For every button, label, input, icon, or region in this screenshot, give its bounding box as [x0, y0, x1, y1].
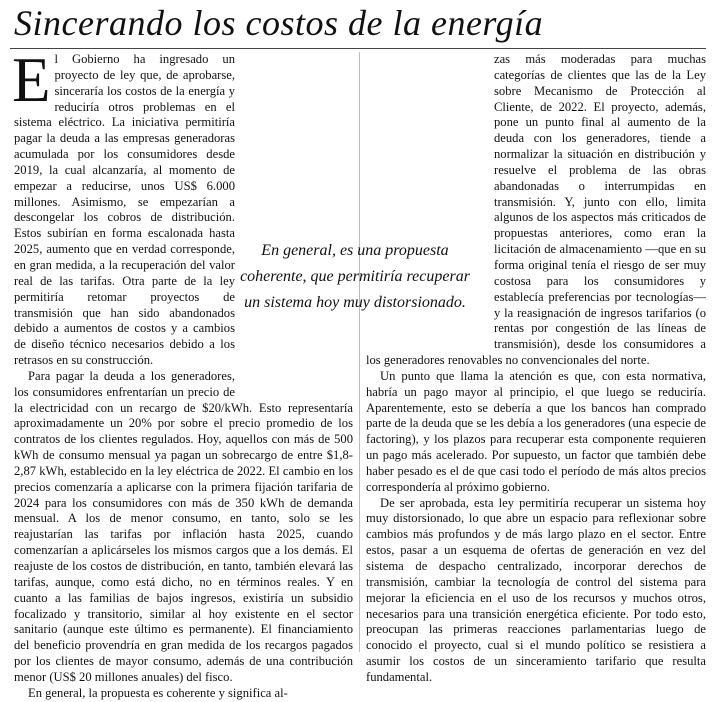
paragraph-4: zas más moderadas para muchas categorías de clientes que las de la Ley sobre Mecanismo de Protección al Cliente, de 2022. El proyecto, además, pone un punto final al aumento de la deuda con los generadores, tiende a normalizar la situación en distribución y resuelve el problema de las obras abandonadas o interrumpidas en transmisión. Y, junto con ello, limita algunos de los aspectos más criticados de propuestas anteriores, como eran la licitación de almacenamiento —que en su forma original tenía el riesgo de ser muy costosa para los consumidores y establecía preferencias por tecnologías— y la reasignación de ingresos tarifarios (o rentas por congestión de las líneas de transmisión), desde los consumidores a los generadores renovables no convencionales del norte. [366, 52, 706, 368]
drop-cap: E [12, 45, 51, 115]
paragraph-2: Para pagar la deuda a los generadores, los consumidores enfrentarían un precio de la electricidad con un recargo de $20/kWh. Esto representaría aproximadamente un 20% por sobre el precio promedio de los contratos de los clientes regulados. Hoy, aquellos con más de 500 kWh de consumo mensual ya pagan un sobrecargo de entre $1,8-2,87 kWh, establecido en la ley eléctrica de 2022. El cambio en los precios comenzaría a aplicarse con la primera fijación tarifaria de 2024 para los consumidores con más de 350 kWh de demanda mensual. A los de menor consumo, en tanto, solo se les reajustarían las tarifas por inflación hasta 2025, cuando comenzarían a aplicárseles los mismos cargos que a los demás. El reajuste de los costos de distribución, en tanto, también elevará las tarifas, aunque, como está dicho, no en términos reales. Y en cuanto a las familias de bajos ingresos, existiría un subsidio focalizado y transitorio, similar al hoy existente en el sector sanitario (aunque este último es permanente). El financiamiento del beneficio provendría en gran medida de los recargos pagados por los clientes de mayor consumo, además de una contribución menor (US$ 20 millones anuales) del fisco. [14, 368, 353, 684]
paragraph-3: En general, la propuesta es coherente y significa al- [28, 685, 288, 700]
right-column [366, 52, 706, 686]
paragraph-6: De ser aprobada, esta ley permitiría recuperar un sistema hoy muy distorsionado, lo que abre un espacio para reflexionar sobre cambios más profundos y de más largo plazo en el sector. Entre estos, pasar a un esquema de ofertas de generación en vez del sistema de despacho centralizado, incorporar derechos de transmisión, cambiar la tecnología de control del sistema para mejorar la eficiencia en el uso de los recursos y muchos otros, necesarios para una transición energética eficiente. Por todo esto, preocupan las primeras reacciones parlamentarias luego de conocido el proyecto, cual si el mundo político se resistiera a asumir los costos de un sinceramiento tarifario que resulta fundamental. [366, 495, 706, 684]
left-column [12, 45, 353, 702]
pull-quote: En general, es una propuesta coherente, que permitiría recuperar un sistema hoy muy distorsionado. [240, 242, 470, 311]
paragraph-1: l Gobierno ha ingresado un proyecto de ley que, de aprobarse, sinceraría los costos de la energía y reduciría otros problemas en el sistema eléctrico. La iniciativa permitiría pagar la deuda a las empresas generadoras acumulada por los consumidores desde 2019, la cual alcanzaría, al momento de empezar a reducirse, unos US$ 6.000 millones. Asimismo, se empezarían a descongelar los cobros de distribución. Estos subirían en forma escalonada hasta 2025, aumento que en verdad corresponde, en gran medida, a la recuperación del valor real de las tarifas. Otra parte de la ley permitiría retomar proyectos de transmisión que han sido abandonados debido a aumentos de costos y a cambios de diseño técnico necesarios debido a los retrasos en su construcción. [14, 52, 235, 368]
article-title: Sincerando los costos de la energía [14, 3, 544, 43]
title-divider [10, 48, 706, 49]
column-divider [359, 52, 360, 652]
paragraph-5: Un punto que llama la atención es que, con esta normativa, habría un pago mayor al principio, el que luego se reduciría. Aparentemente, esto se debería a que los bancos han comprado parte de la deuda que se les debía a los generadores (una especie de factoring), y los plazos para recuperar esta componente requieren un pago más acelerado. Por supuesto, un factor que también debe haber pesado es el de que casi todo el período de más altos precios correspondería al próximo gobierno. [366, 368, 706, 494]
